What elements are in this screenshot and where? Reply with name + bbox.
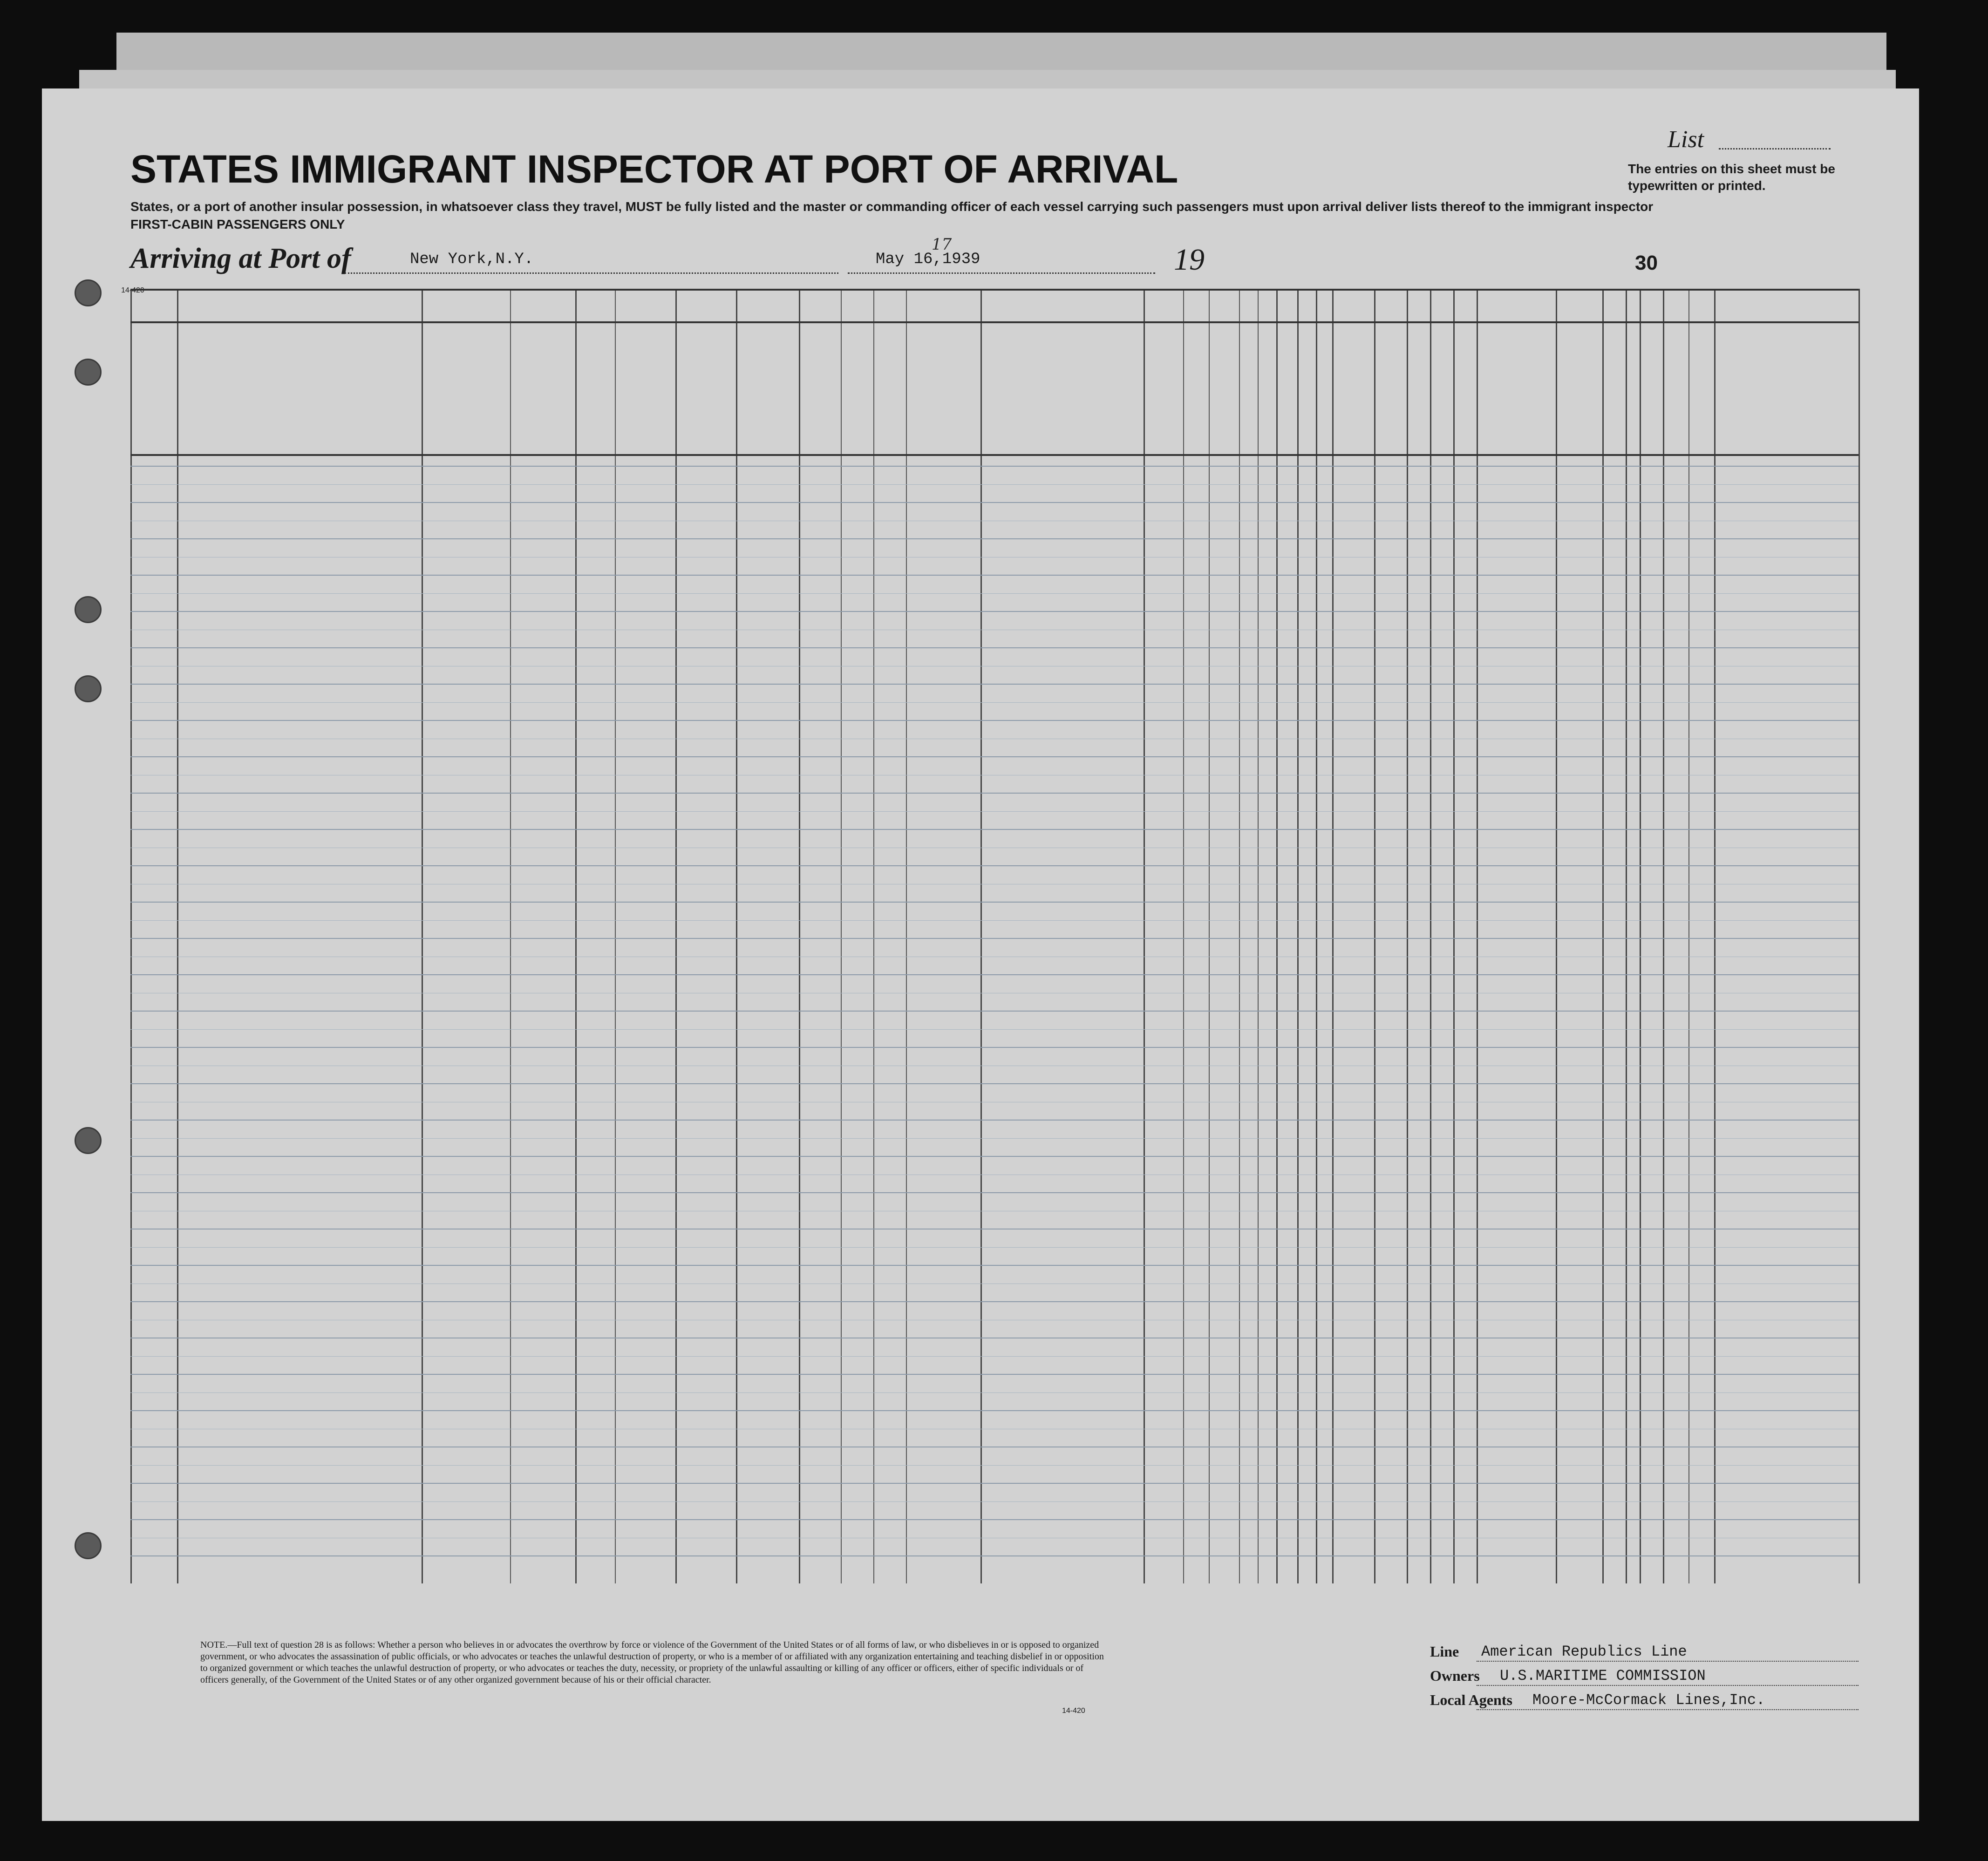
row-rule bbox=[130, 793, 1859, 794]
row-rule bbox=[130, 1011, 1859, 1012]
port-value: New York,N.Y. bbox=[410, 251, 534, 268]
line-label: Line bbox=[1430, 1643, 1459, 1660]
owners-rule bbox=[1477, 1685, 1859, 1686]
class-label: FIRST-CABIN PASSENGERS ONLY bbox=[130, 217, 345, 231]
column-rule bbox=[1556, 289, 1557, 1583]
row-rule bbox=[130, 1374, 1859, 1375]
column-rule bbox=[177, 289, 178, 1583]
row-rule bbox=[130, 1192, 1859, 1193]
header-bottom-rule bbox=[130, 454, 1859, 456]
owners-label: Owners bbox=[1430, 1667, 1480, 1684]
manifest-table bbox=[130, 289, 1859, 1583]
binder-hole bbox=[75, 279, 102, 306]
row-guide bbox=[130, 593, 1859, 594]
column-rule bbox=[736, 289, 737, 1583]
row-rule bbox=[130, 502, 1859, 503]
date-value: May 16,1939 bbox=[876, 251, 980, 268]
column-rule bbox=[1374, 289, 1375, 1583]
row-guide bbox=[130, 920, 1859, 921]
port-blank bbox=[345, 272, 838, 274]
row-guide bbox=[130, 811, 1859, 812]
row-rule bbox=[130, 1410, 1859, 1411]
row-guide bbox=[130, 1501, 1859, 1502]
row-rule bbox=[130, 611, 1859, 612]
binder-hole bbox=[75, 1127, 102, 1154]
row-rule bbox=[130, 865, 1859, 866]
column-rule bbox=[1714, 289, 1716, 1583]
column-rule bbox=[422, 289, 423, 1583]
column-rule bbox=[1297, 289, 1299, 1583]
row-rule bbox=[130, 647, 1859, 648]
column-rule bbox=[1258, 289, 1259, 1583]
row-rule bbox=[130, 1120, 1859, 1121]
column-rule bbox=[1407, 289, 1408, 1583]
row-rule bbox=[130, 938, 1859, 939]
column-rule bbox=[1859, 289, 1860, 1583]
column-rule bbox=[1430, 289, 1431, 1583]
row-guide bbox=[130, 1247, 1859, 1248]
column-rule bbox=[1640, 289, 1641, 1583]
binder-hole bbox=[75, 359, 102, 386]
row-rule bbox=[130, 974, 1859, 975]
footer-form-code: 14-420 bbox=[1062, 1707, 1085, 1715]
line-value: American Republics Line bbox=[1481, 1643, 1687, 1660]
row-rule bbox=[130, 1301, 1859, 1302]
agents-value: Moore-McCormack Lines,Inc. bbox=[1532, 1691, 1765, 1709]
row-guide bbox=[130, 484, 1859, 485]
column-rule bbox=[1663, 289, 1664, 1583]
row-rule bbox=[130, 1265, 1859, 1266]
row-rule bbox=[130, 1555, 1859, 1556]
row-guide bbox=[130, 1029, 1859, 1030]
column-rule bbox=[1239, 289, 1240, 1583]
column-rule bbox=[510, 289, 511, 1583]
row-guide bbox=[130, 1392, 1859, 1393]
column-rule bbox=[1626, 289, 1627, 1583]
column-rule bbox=[1209, 289, 1210, 1583]
column-rule bbox=[1316, 289, 1317, 1583]
column-rule bbox=[906, 289, 907, 1583]
binder-hole bbox=[75, 1532, 102, 1559]
row-rule bbox=[130, 829, 1859, 830]
binder-hole bbox=[75, 596, 102, 623]
binder-hole bbox=[75, 675, 102, 702]
row-rule bbox=[130, 902, 1859, 903]
row-rule bbox=[130, 1083, 1859, 1084]
row-rule bbox=[130, 684, 1859, 685]
instruction-text: States, or a port of another insular possession, in whatsoever class they travel, MUST be fully listed and the master or commanding officer of each vessel carrying such passengers must upon arrival deliver lists thereof to the immigrant inspector bbox=[130, 199, 1654, 214]
column-rule bbox=[1477, 289, 1478, 1583]
agents-label: Local Agents bbox=[1430, 1691, 1512, 1708]
entries-note: The entries on this sheet must be typewritten or printed. bbox=[1628, 162, 1835, 193]
date-blank bbox=[848, 272, 1155, 274]
question-28-note: NOTE.—Full text of question 28 is as follows: Whether a person who believes in or advocates the overthrow by force or violence of the Government of the United States or of all forms of law, or who disbelieves in or is opposed to organized government, or who advocates the assassination of public officials, or who advocates or teaches the unlawful destruction of property, or who is a member of or affiliated with any organization entertaining and teaching disbelief in or opposition to organized government or which teaches the unlawful destruction of property, or who advocates or teaches the duty, necessity, or propriety of the unlawful assaulting or killing of any officer or officers, either of specific individuals or of officers generally, of the Government of the United States or of any other organized government because of his or their official character. bbox=[200, 1640, 1104, 1685]
column-rule bbox=[675, 289, 677, 1583]
column-rule bbox=[130, 289, 132, 1583]
form-code: 14-420 bbox=[121, 286, 144, 294]
arriving-label: Arriving at Port of bbox=[130, 243, 351, 274]
column-rule bbox=[1453, 289, 1455, 1583]
column-rule bbox=[1332, 289, 1334, 1583]
column-rule bbox=[1183, 289, 1184, 1583]
agents-rule bbox=[1477, 1709, 1859, 1710]
header-number-rule bbox=[130, 321, 1859, 323]
row-rule bbox=[130, 575, 1859, 576]
page-title: STATES IMMIGRANT INSPECTOR AT PORT OF ARRIVAL bbox=[130, 147, 1178, 191]
column-rule bbox=[575, 289, 577, 1583]
column-rule bbox=[873, 289, 874, 1583]
column-rule bbox=[1276, 289, 1278, 1583]
row-rule bbox=[130, 1047, 1859, 1048]
row-guide bbox=[130, 1138, 1859, 1139]
page-number: 30 bbox=[1635, 251, 1658, 274]
row-rule bbox=[130, 1519, 1859, 1520]
column-rule bbox=[799, 289, 800, 1583]
row-rule bbox=[130, 466, 1859, 467]
list-label: List bbox=[1668, 126, 1704, 153]
date-correction: 17 bbox=[932, 235, 952, 254]
column-rule bbox=[1602, 289, 1604, 1583]
header-top-rule bbox=[130, 289, 1859, 291]
list-blank bbox=[1719, 148, 1831, 149]
column-rule bbox=[841, 289, 842, 1583]
column-rule bbox=[1688, 289, 1689, 1583]
row-rule bbox=[130, 720, 1859, 721]
row-guide bbox=[130, 1356, 1859, 1357]
row-guide bbox=[130, 702, 1859, 703]
column-rule bbox=[980, 289, 982, 1583]
year-label: 19 bbox=[1174, 243, 1205, 277]
row-rule bbox=[130, 1156, 1859, 1157]
row-rule bbox=[130, 538, 1859, 539]
row-rule bbox=[130, 756, 1859, 757]
column-rule bbox=[1144, 289, 1145, 1583]
column-rule bbox=[615, 289, 616, 1583]
line-rule bbox=[1477, 1661, 1859, 1662]
row-rule bbox=[130, 1483, 1859, 1484]
owners-value: U.S.MARITIME COMMISSION bbox=[1500, 1667, 1706, 1684]
row-guide bbox=[130, 1465, 1859, 1466]
